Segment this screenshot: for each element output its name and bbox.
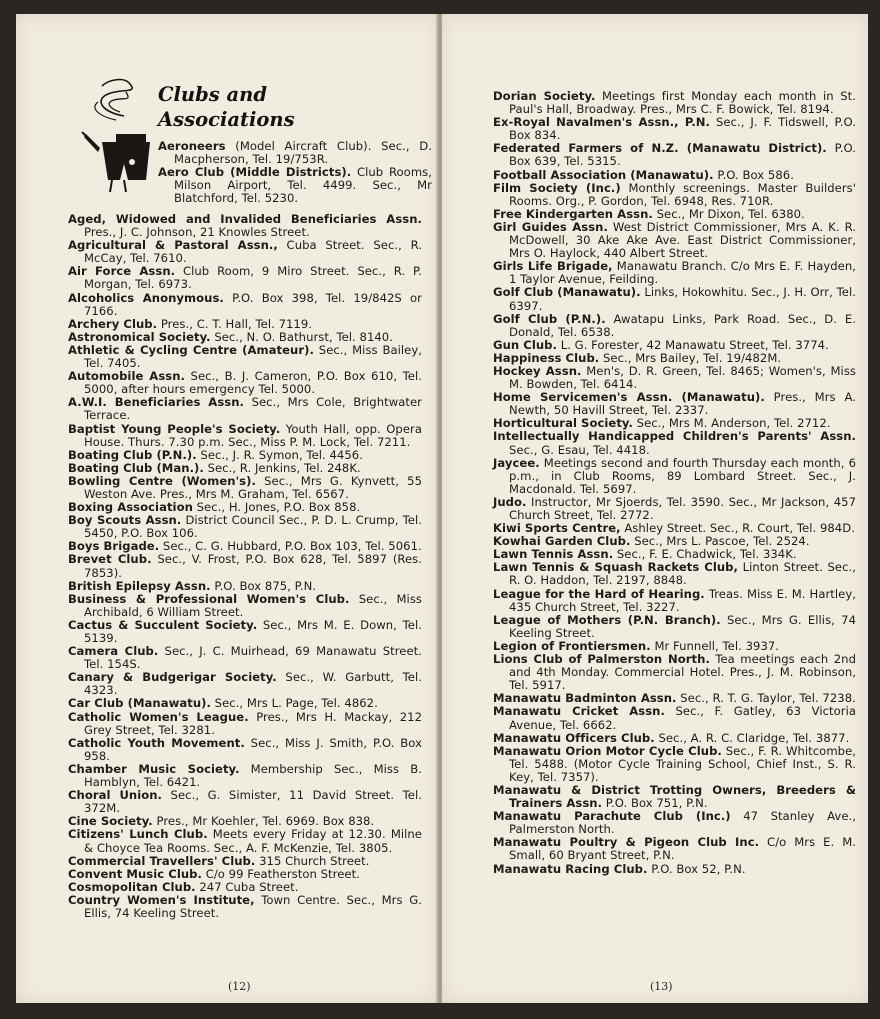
- club-details: Sec., F. Gatley, 63 Victoria Avenue, Tel. 6662.: [509, 704, 856, 732]
- right-entry-list: [493, 90, 856, 876]
- club-details: Sec., V. Frost, P.O. Box 628, Tel. 5897 (Res. 7853).: [84, 552, 422, 580]
- club-name: Ex-Royal Navalmen's Assn., P.N.: [493, 115, 710, 130]
- club-details: Sec., Mrs M. E. Down, Tel. 5139.: [84, 617, 422, 645]
- club-name: Manawatu Orion Motor Cycle Club.: [493, 743, 722, 758]
- club-name: Astronomical Society.: [68, 329, 211, 344]
- club-details: Sec., Mrs L. Page, Tel. 4862.: [210, 696, 378, 711]
- club-details: P.O. Box 875, P.N.: [210, 578, 317, 593]
- club-name: Catholic Women's League.: [68, 709, 249, 724]
- list-item: [68, 711, 422, 737]
- club-name: Archery Club.: [68, 316, 158, 331]
- club-details: Cuba Street. Sec., R. McCay, Tel. 7610.: [84, 238, 422, 266]
- list-item: [68, 828, 422, 854]
- right-page: [442, 14, 868, 1003]
- club-details: Linton Street. Sec., R. O. Haddon, Tel. 2197, 8848.: [509, 560, 856, 588]
- club-name: Cine Society.: [68, 814, 153, 829]
- list-item: [493, 810, 856, 836]
- club-name: Girl Guides Assn.: [493, 219, 608, 234]
- club-name: Federated Farmers of N.Z. (Manawatu District).: [493, 141, 827, 156]
- club-name: Intellectually Handicapped Children's Parents' Assn.: [493, 429, 856, 444]
- club-details: Sec., R. T. G. Taylor, Tel. 7238.: [676, 691, 856, 706]
- club-name: Country Women's Institute,: [68, 892, 255, 907]
- list-item: [493, 653, 856, 692]
- left-page: [16, 14, 438, 1003]
- club-details: (Model Aircraft Club). Sec., D. Macpherson, Tel. 19/753R.: [174, 139, 432, 167]
- club-details: Club Room, 9 Miro Street. Sec., R. P. Morgan, Tel. 6973.: [84, 264, 422, 292]
- club-details: 247 Cuba Street.: [195, 879, 299, 894]
- club-name: Film Society (Inc.): [493, 180, 621, 195]
- club-name: Lawn Tennis & Squash Rackets Club,: [493, 560, 738, 575]
- club-details: P.O. Box 398, Tel. 19/842S or 7166.: [84, 290, 422, 318]
- club-name: Boys Brigade.: [68, 539, 160, 554]
- title-line-2: Associations: [158, 108, 295, 131]
- club-name: Lions Club of Palmerston North.: [493, 652, 710, 667]
- club-details: Sec., Mr Dixon, Tel. 6380.: [652, 206, 805, 221]
- list-item: [493, 614, 856, 640]
- list-item: [493, 430, 856, 456]
- club-details: Sec., Miss J. Smith, P.O. Box 958.: [84, 735, 422, 763]
- list-item: [68, 423, 422, 449]
- club-name: Boating Club (P.N.).: [68, 447, 197, 462]
- list-item: [493, 116, 856, 142]
- list-item: [68, 645, 422, 671]
- list-item: [68, 671, 422, 697]
- list-item: [493, 286, 856, 312]
- club-name: Manawatu Badminton Assn.: [493, 691, 677, 706]
- club-name: Lawn Tennis Assn.: [493, 547, 614, 562]
- list-item: [493, 588, 856, 614]
- intro-entries: [158, 140, 432, 205]
- club-details: C/o Mrs E. M. Small, 60 Bryant Street, P.N.: [509, 835, 856, 863]
- list-item: [493, 365, 856, 391]
- club-name: Legion of Frontiersmen.: [493, 638, 651, 653]
- club-name: Citizens' Lunch Club.: [68, 827, 208, 842]
- list-item: [493, 561, 856, 587]
- page-title: [158, 82, 295, 132]
- club-name: Manawatu & District Trotting Owners, Breeders & Trainers Assn.: [493, 782, 856, 811]
- list-item: [493, 391, 856, 417]
- list-item: [68, 763, 422, 789]
- club-details: Sec., Mrs Cole, Brightwater Terrace.: [84, 395, 422, 423]
- club-name: Kowhai Garden Club.: [493, 534, 631, 549]
- club-name: Manawatu Officers Club.: [493, 730, 655, 745]
- club-name: Air Force Assn.: [68, 264, 176, 279]
- club-details: Sec., Mrs Bailey, Tel. 19/482M.: [599, 350, 782, 365]
- list-item: [68, 593, 422, 619]
- club-details: Sec., Mrs L. Pascoe, Tel. 2524.: [630, 534, 810, 549]
- list-item: [493, 260, 856, 286]
- list-item: [493, 182, 856, 208]
- club-name: A.W.I. Beneficiaries Assn.: [68, 395, 244, 410]
- club-details: Sec., N. O. Bathurst, Tel. 8140.: [210, 329, 393, 344]
- club-name: Happiness Club.: [493, 350, 600, 365]
- club-name: Manawatu Poultry & Pigeon Club Inc.: [493, 835, 760, 850]
- club-name: Jaycee.: [493, 455, 540, 470]
- club-name: Catholic Youth Movement.: [68, 735, 245, 750]
- list-item: [158, 166, 432, 205]
- list-item: [493, 836, 856, 862]
- list-item: [68, 213, 422, 239]
- club-name: Aeroneers: [158, 139, 226, 153]
- club-details: Pres., Mr Koehler, Tel. 6969. Box 838.: [152, 814, 375, 829]
- club-name: Convent Music Club.: [68, 866, 202, 881]
- club-name: Boy Scouts Assn.: [68, 513, 182, 528]
- club-details: Monthly screenings. Master Builders' Rooms. Org., P. Gordon, Tel. 6948, Res. 710R.: [509, 180, 856, 208]
- club-details: Links, Hokowhitu. Sec., J. H. Orr, Tel. 6397.: [509, 285, 856, 313]
- club-name: Judo.: [493, 494, 527, 509]
- club-details: Ashley Street. Sec., R. Court, Tel. 984D.: [620, 521, 855, 536]
- club-name: Hockey Assn.: [493, 363, 582, 378]
- club-details: Club Rooms, Milson Airport, Tel. 4499. Sec., Mr Blatchford, Tel. 5230.: [174, 165, 432, 206]
- club-name: Agricultural & Pastoral Assn.,: [68, 238, 278, 253]
- list-item: [68, 370, 422, 396]
- club-name: Canary & Budgerigar Society.: [68, 670, 277, 685]
- club-details: Treas. Miss E. M. Hartley, 435 Church Street, Tel. 3227.: [509, 586, 856, 614]
- club-name: Brevet Club.: [68, 552, 152, 567]
- list-item: [158, 140, 432, 166]
- club-details: Sec., W. Garbutt, Tel. 4323.: [84, 670, 423, 698]
- club-details: Town Centre. Sec., Mrs G. Ellis, 74 Keeling Street.: [84, 892, 423, 920]
- title-line-1: Clubs and: [158, 83, 267, 106]
- club-name: Boxing Association: [68, 500, 193, 515]
- club-details: P.O. Box 639, Tel. 5315.: [509, 141, 857, 169]
- club-details: Sec., Mrs G. Kynvett, 55 Weston Ave. Pres., Mrs M. Graham, Tel. 6567.: [84, 473, 423, 501]
- club-details: Meetings first Monday each month in St. Paul's Hall, Broadway. Pres., Mrs C. F. Bowick, Tel. 8194.: [509, 89, 856, 117]
- club-details: C/o 99 Featherston Street.: [201, 866, 360, 881]
- club-details: Sec., A. R. C. Claridge, Tel. 3877.: [654, 730, 850, 745]
- left-entry-list: [68, 213, 422, 920]
- club-name: Free Kindergarten Assn.: [493, 206, 653, 221]
- club-details: Mr Funnell, Tel. 3937.: [650, 638, 780, 653]
- club-details: P.O. Box 52, P.N.: [647, 861, 746, 876]
- club-details: Sec., Miss Archibald, 6 William Street.: [84, 591, 422, 619]
- club-details: Sec., R. Jenkins, Tel. 248K.: [203, 460, 361, 475]
- club-details: District Council Sec., P. D. L. Crump, Tel. 5450, P.O. Box 106.: [84, 513, 422, 541]
- list-item: [493, 784, 856, 810]
- club-name: Gun Club.: [493, 337, 557, 352]
- list-item: [68, 894, 422, 920]
- club-details: Sec., J. C. Muirhead, 69 Manawatu Street. Tel. 154S.: [84, 644, 422, 672]
- club-details: L. G. Forester, 42 Manawatu Street, Tel. 3774.: [556, 337, 829, 352]
- club-name: Manawatu Racing Club.: [493, 861, 648, 876]
- club-details: P.O. Box 751, P.N.: [602, 796, 708, 811]
- list-item: [493, 90, 856, 116]
- club-details: Pres., J. C. Johnson, 21 Knowles Street.: [84, 225, 310, 240]
- club-name: Cosmopolitan Club.: [68, 879, 196, 894]
- club-details: Manawatu Branch. C/o Mrs E. F. Hayden, 1 Taylor Avenue, Feilding.: [509, 259, 857, 287]
- list-item: [68, 239, 422, 265]
- list-item: [68, 514, 422, 540]
- club-name: League of Mothers (P.N. Branch).: [493, 612, 721, 627]
- list-item: [68, 619, 422, 645]
- club-details: Pres., C. T. Hall, Tel. 7119.: [157, 316, 313, 331]
- page-number-right: (13): [650, 980, 673, 993]
- list-item: [68, 344, 422, 370]
- club-details: Pres., Mrs A. Newth, 50 Havill Street, Tel. 2337.: [509, 390, 856, 418]
- page-number-left: (12): [228, 980, 251, 993]
- club-name: Cactus & Succulent Society.: [68, 617, 258, 632]
- club-details: Awatapu Links, Park Road. Sec., D. E. Donald, Tel. 6538.: [509, 311, 857, 339]
- club-details: Sec., H. Jones, P.O. Box 858.: [192, 500, 361, 515]
- list-item: [493, 863, 856, 876]
- club-name: Car Club (Manawatu).: [68, 696, 211, 711]
- list-item: [493, 705, 856, 731]
- club-name: Manawatu Cricket Assn.: [493, 704, 665, 719]
- section-heading: [72, 72, 432, 212]
- club-details: Sec., J. F. Tidswell, P.O. Box 834.: [509, 115, 856, 143]
- club-details: 47 Stanley Ave., Palmerston North.: [509, 809, 856, 837]
- club-details: Sec., G. Esau, Tel. 4418.: [509, 442, 650, 457]
- club-details: Youth Hall, opp. Opera House. Thurs. 7.30 p.m. Sec., Miss P. M. Lock, Tel. 7211.: [84, 421, 422, 449]
- club-name: Boating Club (Man.).: [68, 460, 204, 475]
- list-item: [68, 737, 422, 763]
- list-item: [68, 265, 422, 291]
- club-details: West District Commissioner, Mrs A. K. R. McDowell, 30 Ake Ake Ave. East District Commissioner, Mrs O. Haylock, 440 Albert Street.: [509, 219, 857, 261]
- club-name: Automobile Assn.: [68, 369, 185, 384]
- club-details: Sec., B. J. Cameron, P.O. Box 610, Tel. 5000, after hours emergency Tel. 5000.: [84, 369, 422, 397]
- club-name: Manawatu Parachute Club (Inc.): [493, 809, 731, 824]
- club-name: Camera Club.: [68, 644, 159, 659]
- list-item: [493, 457, 856, 496]
- club-name: Bowling Centre (Women's).: [68, 473, 256, 488]
- list-item: [493, 745, 856, 784]
- club-name: Business & Professional Women's Club.: [68, 591, 350, 606]
- list-item: [68, 292, 422, 318]
- club-details: Sec., G. Simister, 11 David Street. Tel. 372M.: [84, 788, 422, 816]
- club-details: Meets every Friday at 12.30. Milne & Choyce Tea Rooms. Sec., A. F. McKenzie, Tel. 3805.: [84, 827, 422, 855]
- club-details: Sec., J. R. Symon, Tel. 4456.: [196, 447, 363, 462]
- club-details: Tea meetings each 2nd and 4th Monday. Commercial Hotel. Pres., J. M. Robinson, Tel. 5917.: [509, 652, 856, 693]
- club-details: Sec., Mrs G. Ellis, 74 Keeling Street.: [509, 612, 856, 640]
- club-name: Chamber Music Society.: [68, 761, 240, 776]
- club-name: Baptist Young People's Society.: [68, 421, 281, 436]
- club-details: Membership Sec., Miss B. Hamblyn, Tel. 6421.: [84, 761, 422, 790]
- club-details: P.O. Box 586.: [713, 167, 794, 182]
- club-name: League for the Hard of Hearing.: [493, 586, 705, 601]
- club-details: Sec., Mrs M. Anderson, Tel. 2712.: [632, 416, 831, 431]
- club-name: Aged, Widowed and Invalided Beneficiaries Assn.: [68, 212, 422, 226]
- club-details: Meetings second and fourth Thursday each month, 6 p.m., in Club Rooms, 89 Lombard Street. Sec., J. Macdonald. Tel. 5697.: [509, 455, 856, 496]
- club-details: Instructor, Mr Sjoerds, Tel. 3590. Sec., Mr Jackson, 457 Church Street, Tel. 2772.: [509, 494, 856, 522]
- list-item: [493, 221, 856, 260]
- club-name: Golf Club (P.N.).: [493, 311, 606, 326]
- club-name: Kiwi Sports Centre,: [493, 521, 621, 536]
- club-details: Sec., F. R. Whitcombe, Tel. 5488. (Motor Cycle Training School, Chief Inst., S. R. Key, Tel. 7357).: [509, 743, 856, 784]
- list-item: [493, 142, 856, 168]
- smoking-figure-icon: [72, 72, 154, 200]
- club-details: 315 Church Street.: [255, 853, 370, 868]
- list-item: [68, 396, 422, 422]
- list-item: [68, 475, 422, 501]
- club-name: Aero Club (Middle Districts).: [158, 165, 352, 180]
- list-item: [68, 553, 422, 579]
- list-item: [493, 313, 856, 339]
- club-name: Golf Club (Manawatu).: [493, 285, 641, 300]
- club-details: Men's, D. R. Green, Tel. 8465; Women's, Miss M. Bowden, Tel. 6414.: [509, 363, 856, 392]
- club-name: Home Servicemen's Assn. (Manawatu).: [493, 390, 765, 405]
- club-details: Sec., C. G. Hubbard, P.O. Box 103, Tel. 5061.: [159, 539, 422, 554]
- club-name: Football Association (Manawatu).: [493, 167, 714, 182]
- club-name: Choral Union.: [68, 788, 163, 803]
- club-name: British Epilepsy Assn.: [68, 578, 211, 593]
- club-name: Dorian Society.: [493, 89, 596, 103]
- club-name: Athletic & Cycling Centre (Amateur).: [68, 342, 314, 357]
- club-name: Alcoholics Anonymous.: [68, 290, 224, 305]
- club-name: Commercial Travellers' Club.: [68, 853, 256, 868]
- list-item: [68, 789, 422, 815]
- club-name: Horticultural Society.: [493, 416, 633, 431]
- club-details: Pres., Mrs H. Mackay, 212 Grey Street, Tel. 3281.: [84, 709, 422, 737]
- club-name: Girls Life Brigade,: [493, 259, 613, 274]
- club-details: Sec., F. E. Chadwick, Tel. 334K.: [613, 547, 797, 562]
- list-item: [493, 496, 856, 522]
- club-details: Sec., Miss Bailey, Tel. 7405.: [84, 342, 422, 371]
